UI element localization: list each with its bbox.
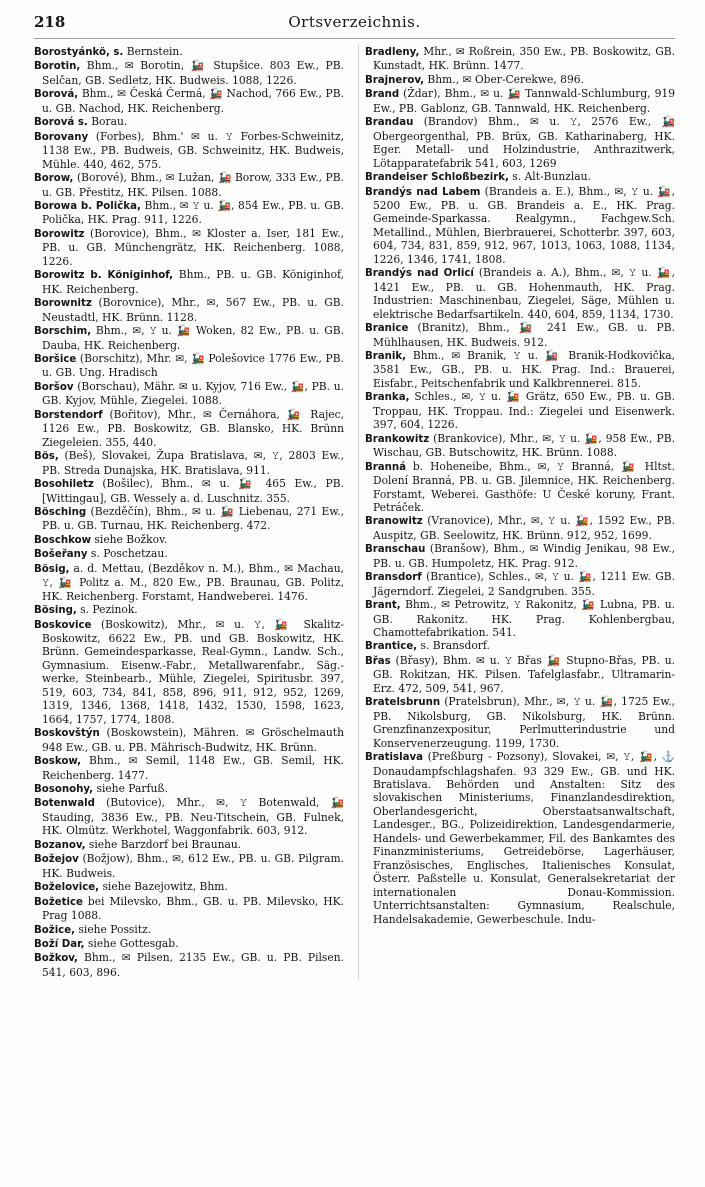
entry-head: Bös, [34, 451, 59, 463]
entry-head: Brant, [365, 600, 401, 612]
page-number: 218 [34, 13, 66, 31]
entry-text: (Břasy), Bhm. ✉ u. 𝚈 Břas 🚂 Stupno-Břas, PB. u. GB. Rokitzan, HK. Pilsen. Tafelglasfabr., Ultramarin-Erz. 472, 509, 541, 967. [373, 653, 675, 695]
entry-head: Borschim, [34, 326, 92, 338]
entry-head: Borow, [34, 173, 74, 185]
entry-text: Bhm., ✉ Semil, 1148 Ew., GB. Semil, HK. Reichenberg. 1477. [42, 754, 344, 782]
columns [34, 45, 675, 979]
entry [34, 408, 344, 449]
entry-head: Božice, [34, 924, 76, 936]
entry-head: Božkov, [34, 953, 78, 965]
entry-text: (Borové), Bhm., ✉ Lužan, 🚂 Borow, 333 Ew., PB. u. GB. Přestitz, HK. Pilsen. 1088. [42, 171, 344, 199]
entry-head: Borowitz b. Königinhof, [34, 270, 174, 282]
entry [365, 639, 675, 653]
entry-head: Branowitz [365, 516, 423, 528]
entry [34, 937, 344, 951]
entry [34, 880, 344, 894]
entry-head: Borownitz [34, 298, 92, 310]
entry-text: (Bošilec), Bhm., ✉ u. 🚂 465 Ew., PB. [Wittingau], GB. Wessely a. d. Luschnitz. 355. [42, 477, 344, 505]
entry [365, 266, 675, 321]
entry-head: Brandeiser Schloßbezirk, [365, 172, 509, 184]
entry [34, 603, 344, 617]
entry-head: Bozanov, [34, 839, 86, 851]
entry [34, 199, 344, 227]
entry [34, 59, 344, 87]
entry-head: Bransdorf [365, 572, 422, 584]
entry [34, 380, 344, 408]
entry-text: siehe Barzdorf bei Braunau. [85, 837, 242, 851]
entry-text: (Božjow), Bhm., ✉, 612 Ew., PB. u. GB. Pilgram. HK. Budweis. [42, 852, 344, 880]
entry-text: siehe Bazejowitz, Bhm. [99, 880, 228, 894]
entry-head: Borová, [34, 89, 79, 101]
entry-text: (Borschitz), Mhr. ✉, 🚂 Polešovice 1776 Ew., PB. u. GB. Ung. Hradisch [42, 351, 344, 380]
entry [365, 185, 675, 267]
entry-head: Boželovice, [34, 882, 100, 894]
entry [365, 170, 675, 184]
entry-head: Božetice [34, 896, 83, 908]
entry-text: Bhm., ✉ Ober-Cerekwe, 896. [424, 72, 584, 86]
right-column [358, 45, 675, 979]
entry [34, 87, 344, 115]
entry-text: a. d. Mettau, (Bezděkov n. M.), Bhm., ✉ Machau, 𝚈, 🚂 Politz a. M., 820 Ew., PB. Braunau, GB. Politz, HK. Reichenberg. Forstamt, Handweberei. 1476. [42, 561, 344, 603]
entry-text: b. Hoheneibe, Bhm., ✉, 𝚈 Branná, 🚂 Hltst. Dolení Branná, PB. u. GB. Jilemnice, HK. Reichenberg. Forstamt, Weberei. Gasthöfe: U České koruny, Frant. Petráček. [373, 459, 675, 514]
entry [34, 45, 344, 59]
entry-text: (Branitz), Bhm., 🚂 241 Ew., GB. u. PB. Mühlhausen, HK. Budweis. 912. [373, 321, 675, 349]
entry-head: Brand [365, 89, 400, 101]
entry [365, 45, 675, 73]
entry-text: Mhr., ✉ Roßrein, 350 Ew., PB. Boskowitz, GB. Kunstadt, HK. Brünn. 1477. [373, 45, 675, 73]
entry [34, 477, 344, 505]
entry-text: (Brandeis a. E.), Bhm., ✉, 𝚈 u. 🚂, 5200 Ew., PB. u. GB. Brandeis a. E., HK. Prag. Gemeinde-Sparkassa. Realgymn., Fachgew.Sch. Metallind., Mühlen, Bierbrauerei, Schotterbr. 397, 603, 604, 734, 831, 859, 912, 967, 1013, 1063, 1088, 1134, 1226, 1346, 1741, 1808. [373, 184, 675, 266]
entry-text: Schles., ✉, 𝚈 u. 🚂 Grätz, 650 Ew., PB. u. GB. Troppau, HK. Troppau. Ind.: Ziegelei und Eisenwerk. 397, 604, 1226. [373, 390, 675, 432]
entry-text: Bhm., PB. u. GB. Königinhof, HK. Reichenberg. [42, 268, 344, 296]
entry-head: Borostyánkö, s. [34, 47, 124, 58]
page-title: Ortsverzeichnis. [288, 13, 421, 31]
entry-text: (Bezděčín), Bhm., ✉ u. 🚂 Liebenau, 271 Ew., PB. u. GB. Turnau, HK. Reichenberg. 472. [42, 504, 344, 533]
entry-head: Borová s. [34, 117, 88, 129]
entry-head: Brankowitz [365, 433, 430, 445]
entry [34, 923, 344, 937]
left-column [34, 45, 344, 979]
entry-head: Bosohiletz [34, 479, 94, 491]
entry [365, 73, 675, 87]
entry [34, 782, 344, 796]
entry-head: Boskovštýn [34, 728, 100, 740]
entry [34, 895, 344, 923]
entry-head: Branná [365, 461, 407, 473]
entry-text: (Borovnice), Mhr., ✉, 567 Ew., PB. u. GB. Neustadtl, HK. Brünn. 1128. [42, 296, 344, 324]
entry-head: Boží Dar, [34, 939, 85, 950]
entry-text: siehe Parfuß. [93, 782, 168, 796]
entry-text: (Brandov) Bhm., ✉ u. 𝚈, 2576 Ew., 🚂 Obergeorgenthal, PB. Brüx, GB. Katharinaberg, HK. Eger. Metall- und Holzindustrie, Anthrazitwerk, Lötapparatefabrik 541, 603, 1269 [373, 115, 675, 170]
entry-head: Bošeřany [34, 549, 88, 561]
entry-text: siehe Božkov. [91, 532, 168, 546]
entry [34, 726, 344, 754]
entry [365, 432, 675, 460]
entry [34, 838, 344, 852]
entry-text: s. Alt-Bunzlau. [508, 170, 591, 184]
entry [365, 570, 675, 598]
entry-head: Božejov [34, 854, 79, 866]
entry-head: Bösing, [34, 605, 77, 617]
entry-text: (Boskowitz), Mhr., ✉ u. 𝚈, 🚂 Skalitz-Boskowitz, 6622 Ew., PB. und GB. Boskowitz, HK. Brünn. Gemeindesparkasse, Real-Gymn., Landw. Sch., Gymnasium. Eisenw.-Fabr., Metallwarenfabr., Säg.-werke, Steinbearb., Mühle, Ziegelei, Spiritusbr. 397, 519, 603, 734, 841, 858, 896, 911, 912, 952, 1269, 1319, 1346, 1368, 1418, 1432, 1530, 1598, 1623, 1664, 1757, 1774, 1808. [42, 617, 344, 726]
entry [34, 171, 344, 199]
entry-text: Bhm., ✉ 𝚈 u. 🚂, 854 Ew., PB. u. GB. Polička, HK. Prag. 911, 1226. [42, 198, 344, 227]
entry-head: Boskovice [34, 619, 92, 631]
entry-head: Bradleny, [365, 47, 420, 58]
entry [34, 547, 344, 561]
entry [365, 390, 675, 431]
entry [365, 598, 675, 639]
entry [34, 296, 344, 324]
entry-text: (Forbes), Bhm.' ✉ u. 𝚈 Forbes-Schweinitz, 1138 Ew., PB. Budweis, GB. Schweinitz, HK. Budweis, Mühle. 440, 462, 575. [42, 129, 344, 171]
entry [365, 750, 675, 926]
entry-text: Bhm., ✉ Petrowitz, 𝚈 Rakonitz, 🚂 Lubna, PB. u. GB. Rakonitz. HK. Prag. Kohlenbergbau, Chamottefabrikation. 541. [373, 598, 675, 640]
entry [34, 268, 344, 296]
entry-head: Bösching [34, 506, 87, 518]
entry-head: Bratislava [365, 752, 423, 764]
entry-text: Bhm., ✉ Borotin, 🚂 Stupšice. 803 Ew., PB. Selčan, GB. Sedletz, HK. Budweis. 1088, 1226. [42, 59, 344, 87]
entry-text: siehe Possitz. [75, 922, 152, 936]
entry-head: Boršice [34, 353, 77, 365]
entry-text: (Borovice), Bhm., ✉ Kloster a. Iser, 181 Ew., PB. u. GB. Münchengrätz, HK. Reichenberg. 1088, 1226. [42, 226, 344, 268]
entry-text: (Borschau), Mähr. ✉ u. Kyjov, 716 Ew., 🚂, PB. u. GB. Kyjov, Mühle, Ziegelei. 1088. [42, 379, 344, 408]
entry-head: Borotin, [34, 61, 81, 73]
entry [365, 695, 675, 750]
entry-head: Borowa b. Polička, [34, 200, 141, 212]
entry-text: (Pratelsbrun), Mhr., ✉, 𝚈 u. 🚂, 1725 Ew., PB. Nikolsburg, GB. Nikolsburg, HK. Brünn. Grenzfinanzexpositur, Perlmutterindustrie und Konservenerzeugung. 1199, 1730. [373, 695, 675, 750]
entry-text: Bhm., ✉ Česká Čermá, 🚂 Nachod, 766 Ew., PB. u. GB. Nachod, HK. Reichenberg. [42, 87, 344, 115]
entry [365, 321, 675, 349]
entry [34, 130, 344, 171]
entry-head: Borstendorf [34, 409, 103, 421]
entry-head: Bösig, [34, 563, 70, 575]
entry-text: (Butovice), Mhr., ✉, 𝚈 Botenwald, 🚂 Stauding, 3836 Ew., PB. Neu-Titschein, GB. Fulnek, HK. Olmütz. Werkhotel, Waggonfabrik. 603, 912. [42, 796, 344, 838]
entry [365, 87, 675, 115]
entry [365, 654, 675, 695]
entry-text: (Branšow), Bhm., ✉ Windig Jenikau, 98 Ew., PB. u. GB. Humpoletz, HK. Prag. 912. [373, 542, 675, 570]
entry [34, 115, 344, 129]
entry [34, 852, 344, 880]
entry [34, 796, 344, 837]
entry [34, 618, 344, 727]
entry-head: Branschau [365, 544, 426, 556]
entry-text: (Preßburg - Pozsony), Slovakei, ✉, 𝚈, 🚂, ⚓ Donaudampfschlagshafen. 93 329 Ew., GB. und HK. Bratislava. Behörden und Anstalten: Sitz des slovakischen Ministeriums, Finanzlandesdirektion, Oberlandesgericht, Oberstaatsanwaltschaft, Landesger., BG., Polizeidirektion, Landesgendarmerie, Handels- und Gewerbekammer, Fil. des Bankamtes des Finanzministeriums, Getreidebörse, Lagerhäuser, Französisches, Englisches, Italienisches Konsulat, Österr. Paßstelle u. Konsulat, Generalsekretariat der internationalen Donau-Kommission. Unterrichtsanstalten: Gymnasium, Realschule, Handelsakademie, Gewerbeschule. Indu- [373, 750, 675, 926]
entry [34, 352, 344, 380]
entry-head: Brandýs nad Labem [365, 186, 481, 198]
entry-text: (Bořitov), Mhr., ✉ Černáhora, 🚂 Rajec, 1126 Ew., PB. Boskowitz, GB. Blansko, HK. Brünn Ziegeleien. 355, 440. [42, 407, 344, 449]
entry [365, 542, 675, 570]
entry-head: Bratelsbrunn [365, 697, 441, 709]
page-header [34, 12, 675, 39]
entry-text: s. Pezinok. [76, 603, 138, 617]
entry [365, 115, 675, 170]
entry-text: (Brankovice), Mhr., ✉, 𝚈 u. 🚂, 958 Ew., PB. Wischau, GB. Butschowitz, HK. Brünn. 1088. [373, 431, 675, 460]
entry [365, 349, 675, 390]
entry-text: siehe Gottesgab. [84, 937, 179, 950]
entry-head: Boschkow [34, 534, 92, 546]
entry-text: (Vranovice), Mhr., ✉, 𝚈 u. 🚂, 1592 Ew., PB. Auspitz, GB. Seelowitz, HK. Brünn. 912, 952, 1699. [373, 514, 675, 542]
entry [34, 951, 344, 979]
entry-text: (Beš), Slovakei, Župa Bratislava, ✉, 𝚈, 2803 Ew., PB. Streda Dunajska, HK. Bratislava, 911. [42, 449, 344, 477]
entry-text: (Boskowstein), Mähren. ✉ Gröschelmauth 948 Ew., GB. u. PB. Mährisch-Budwitz, HK. Brünn. [42, 726, 344, 754]
entry-head: Botenwald [34, 798, 95, 810]
entry-text: (Brandeis a. A.), Bhm., ✉, 𝚈 u. 🚂, 1421 Ew., PB. u. GB. Hohenmauth, HK. Prag. Industrien: Maschinenbau, Ziegelei, Säge, Mühlen u. elektrische Bedarfsartikeln. 440, 604, 859, 1134, 1730. [373, 266, 675, 321]
entry [365, 460, 675, 515]
entry-head: Brandýs nad Orlicí [365, 268, 474, 280]
entry-head: Boskow, [34, 756, 81, 768]
entry-head: Boršov [34, 381, 74, 393]
entry [34, 562, 344, 603]
entry-head: Bosonohy, [34, 784, 94, 796]
entry-head: Břas [365, 655, 391, 667]
entry-head: Brantice, [365, 641, 418, 653]
entry-text: Bhm., ✉ Branik, 𝚈 u. 🚂 Branik-Hodkovička, 3581 Ew., GB., PB. u. HK. Prag. Ind.: Brauerei, Eisfabr., Peitschenfabrik und Kalkbrennerei. 815. [373, 348, 675, 390]
entry-head: Brajnerov, [365, 74, 425, 86]
entry-head: Branik, [365, 350, 407, 362]
entry [34, 505, 344, 533]
entry-head: Branice [365, 323, 409, 335]
entry-text: s. Poschetzau. [87, 547, 168, 561]
entry [34, 449, 344, 477]
entry-text: s. Bransdorf. [417, 639, 490, 653]
entry [34, 227, 344, 268]
entry-text: Bhm., ✉ Pilsen, 2135 Ew., GB. u. PB. Pilsen. 541, 603, 896. [42, 951, 344, 979]
entry [34, 324, 344, 352]
entry [34, 533, 344, 547]
entry-head: Branka, [365, 392, 410, 404]
entry-text: Borau. [87, 115, 128, 129]
entry-text: Bernstein. [123, 45, 183, 58]
entry-head: Borowitz [34, 228, 85, 240]
entry-text: (Brantice), Schles., ✉, 𝚈 u. 🚂, 1211 Ew. GB. Jägerndorf. Ziegelei, 2 Sandgruben. 355. [373, 570, 675, 598]
entry-text: bei Milevsko, Bhm., GB. u. PB. Milevsko, HK. Prag 1088. [42, 894, 344, 923]
entry-text: Bhm., ✉, 𝚈 u. 🚂 Woken, 82 Ew., PB. u. GB. Dauba, HK. Reichenberg. [42, 324, 344, 352]
entry-head: Brandau [365, 117, 414, 129]
entry-text: (Ždar), Bhm., ✉ u. 🚂 Tannwald-Schlumburg, 919 Ew., PB. Gablonz, GB. Tannwald, HK. Reichenberg. [373, 87, 675, 115]
entry [365, 514, 675, 542]
entry-head: Borovany [34, 131, 89, 143]
entry [34, 754, 344, 782]
